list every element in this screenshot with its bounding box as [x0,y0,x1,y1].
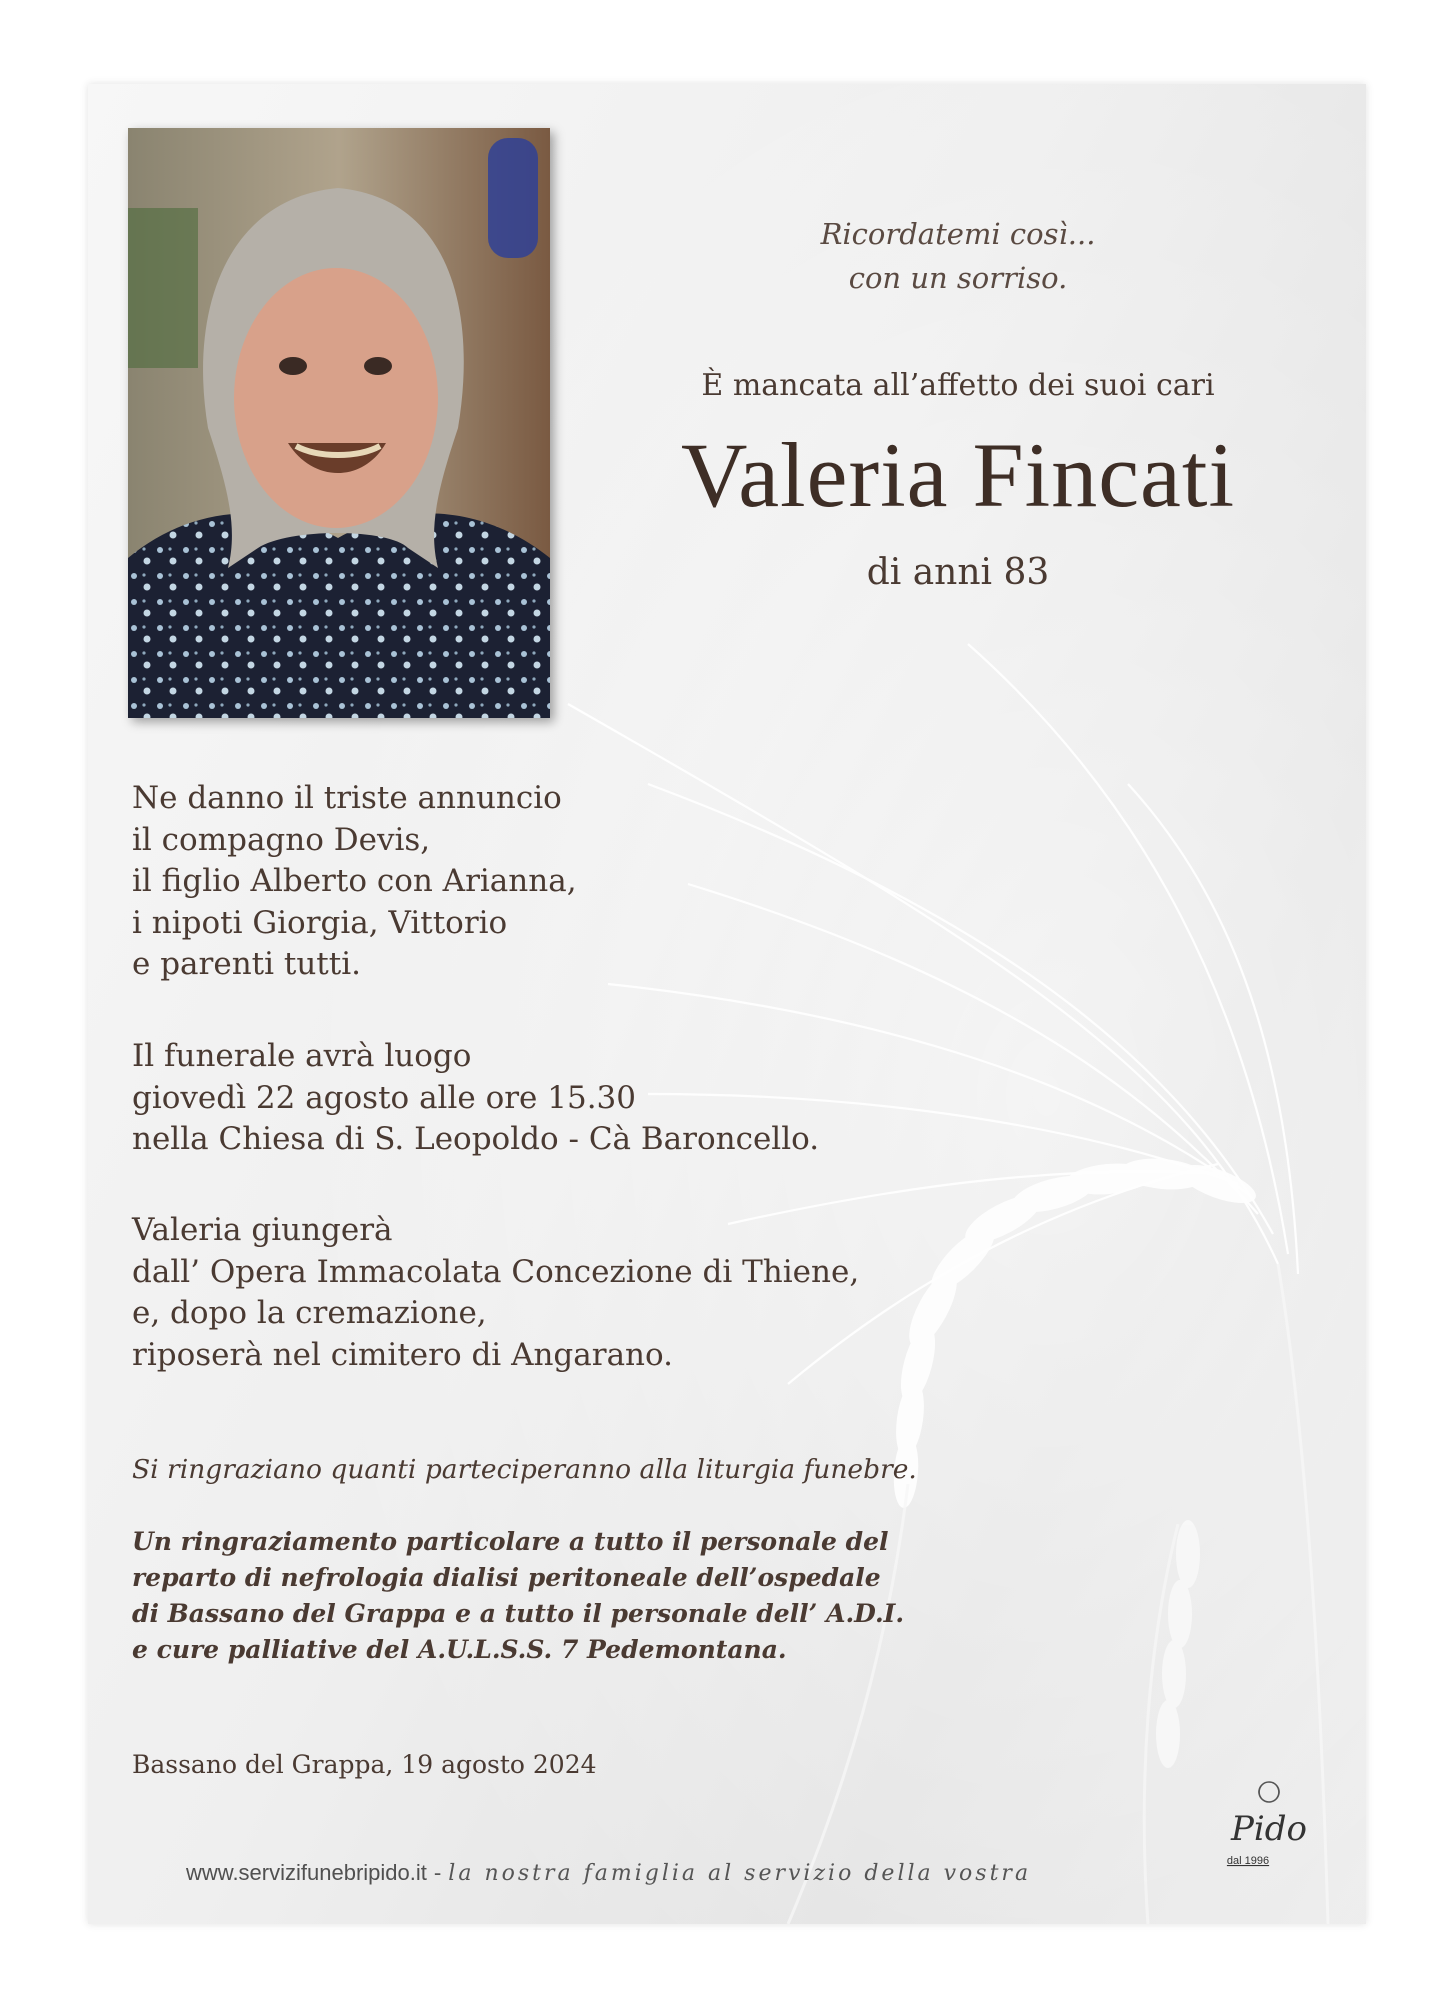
footer-separator: - [426,1861,449,1886]
website-link[interactable]: www.servizifunebripido.it [186,1860,427,1885]
special-thanks-line: di Bassano del Grappa e a tutto il personale dell’ A.D.I. [132,1599,905,1628]
funeral-block [132,1036,819,1161]
arrival-line: e, dopo la cremazione, [132,1295,487,1331]
wreath-icon [1259,1782,1279,1802]
arrival-line: Valeria giungerà [132,1212,393,1248]
logo-since: dal 1996 [1226,1855,1270,1867]
special-thanks-line: reparto di nefrologia dialisi peritoneale dell’ospedale [132,1563,881,1592]
pido-logo [1214,1778,1324,1874]
announcement-line: il figlio Alberto con Arianna, [132,863,577,899]
deceased-age: di anni 83 [866,552,1050,593]
intro-text: È mancata all’affetto dei suoi cari [701,368,1215,403]
arrival-block [132,1210,859,1376]
place-date: Bassano del Grappa, 19 agosto 2024 [132,1750,597,1779]
funeral-line: nella Chiesa di S. Leopoldo - Cà Baroncello. [132,1121,820,1157]
announcement-line: i nipoti Giorgia, Vittorio [132,904,508,941]
announcement-block [132,778,577,986]
announcement-line: Ne danno il triste annuncio [132,780,562,816]
thanks-text: Si ringraziano quanti parteciperanno alla liturgia funebre. [132,1454,917,1485]
funeral-line: Il funerale avrà luogo [132,1038,472,1074]
epigraph-line-1: Ricordatemi così... [820,217,1096,251]
announcement-line: il compagno Devis, [132,821,431,858]
special-thanks-line: e cure palliative del A.U.L.S.S. 7 Pedemontana. [132,1635,787,1664]
epigraph [728,212,1188,300]
footer-motto: la nostra famiglia al servizio della vostra [448,1861,1032,1886]
funeral-line: giovedì 22 agosto alle ore 15.30 [132,1079,637,1116]
footer [186,1860,1031,1886]
special-thanks-block [132,1524,904,1668]
epigraph-line-2: con un sorriso. [848,261,1068,295]
arrival-line: dall’ Opera Immacolata Concezione di Thiene, [132,1253,860,1290]
announcement-line: e parenti tutti. [132,946,361,982]
logo-name: Pido [1231,1809,1307,1849]
deceased-name: Valeria Fincati [680,424,1236,526]
special-thanks-line: Un ringraziamento particolare a tutto il personale del [132,1527,889,1556]
arrival-line: riposerà nel cimitero di Angarano. [132,1336,673,1373]
obituary-sheet [88,84,1366,1924]
portrait-photo [128,128,550,718]
